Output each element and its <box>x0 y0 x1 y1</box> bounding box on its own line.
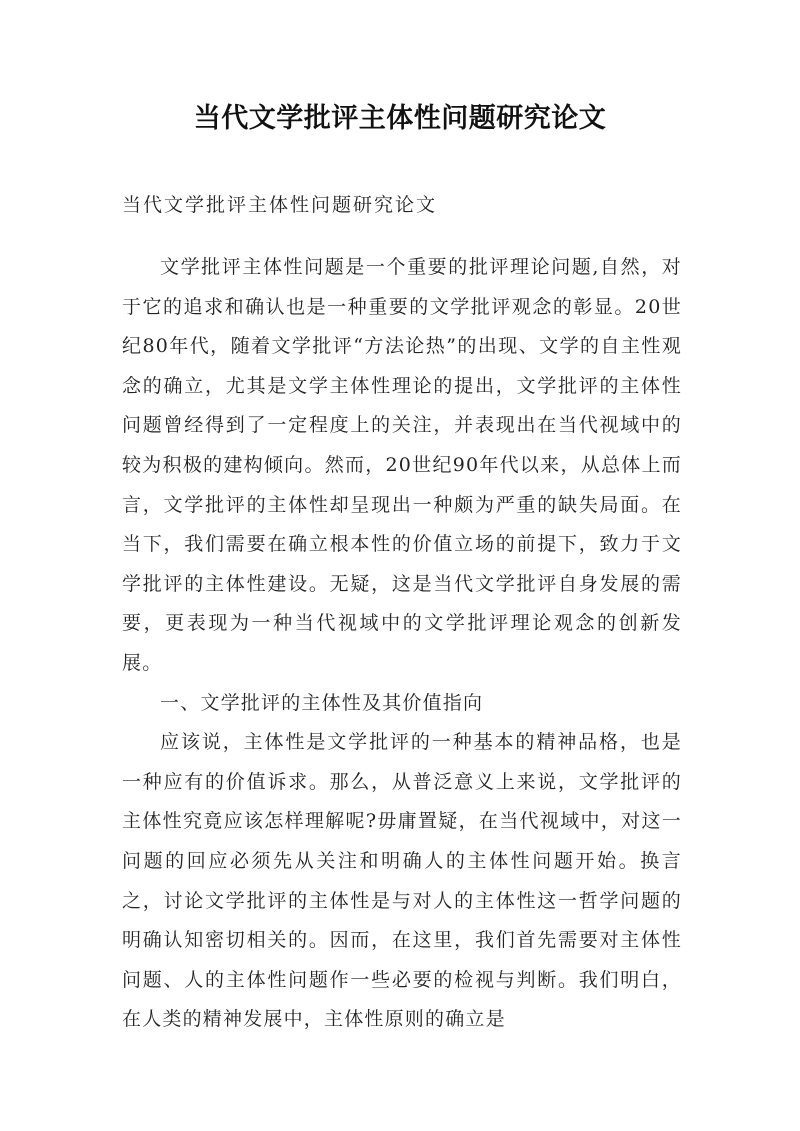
section-heading: 一、文学批评的主体性及其价值指向 <box>160 691 484 714</box>
document-title: 当代文学批评主体性问题研究论文 <box>193 103 607 134</box>
section-paragraph: 应该说，主体性是文学批评的一种基本的精神品格，也是一种应有的价值诉求。那么，从普泛意义上来说，文学批评的主体性究竟应该怎样理解呢?毋庸置疑，在当代视域中，对这一问题的回应必须先从关注和明确人的主体性问题开始。换言之，讨论文学批评的主体性是与对人的主体性这一哲学问题的明确认知密切相关的。因而，在这里，我们首先需要对主体性问题、人的主体性问题作一些必要的检视与判断。我们明白，在人类的精神发展中，主体性原则的确立是 <box>122 731 682 1031</box>
document-subtitle: 当代文学批评主体性问题研究论文 <box>122 194 438 216</box>
intro-paragraph: 文学批评主体性问题是一个重要的批评理论问题,自然，对于它的追求和确认也是一种重要的文学批评观念的彰显。20世纪80年代，随着文学批评“方法论热”的出现、文学的自主性观念的确立，尤其是文学主体性理论的提出，文学批评的主体性问题曾经得到了一定程度上的关注，并表现出在当代视域中的较为积极的建构倾向。然而，20世纪90年代以来，从总体上而言，文学批评的主体性却呈现出一种颇为严重的缺失局面。在当下，我们需要在确立根本性的价值立场的前提下，致力于文学批评的主体性建设。无疑，这是当代文学批评自身发展的需要，更表现为一种当代视域中的文学批评理论观念的创新发展。 <box>122 256 682 674</box>
document-body <box>122 248 682 1040</box>
